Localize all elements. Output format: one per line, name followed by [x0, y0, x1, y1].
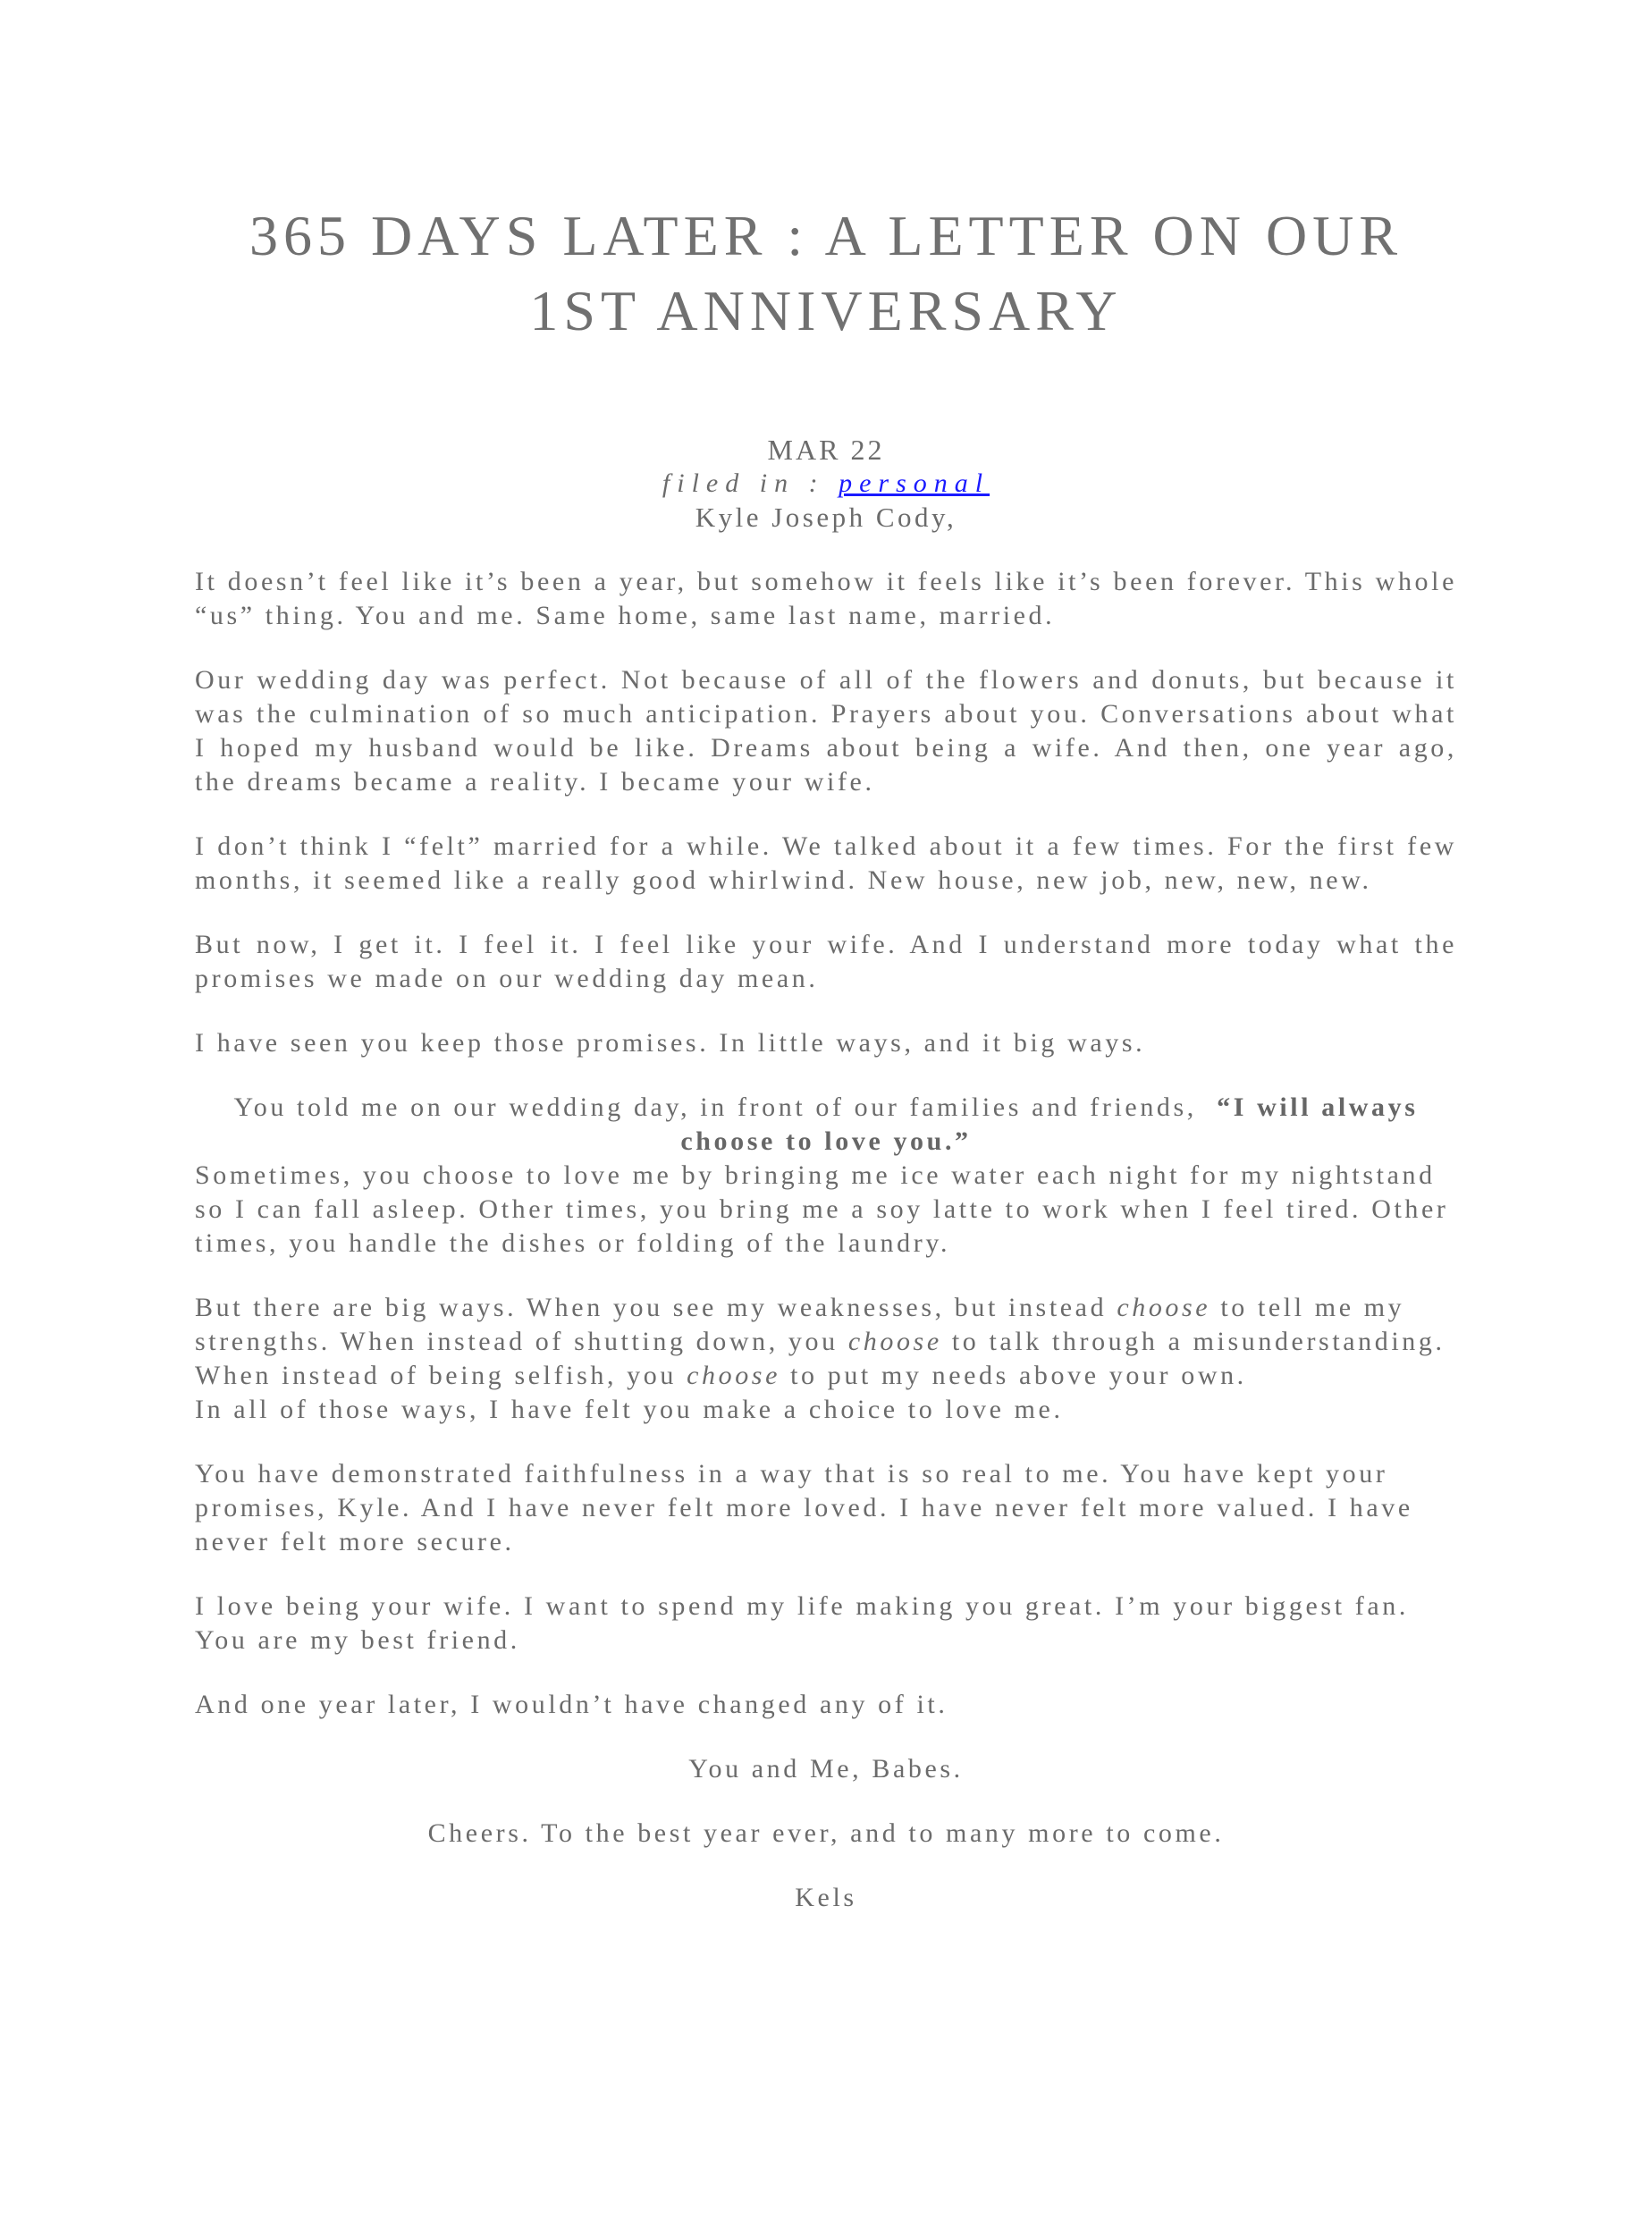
paragraph-9: I love being your wife. I want to spend my life making you great. I’m your biggest fan. You are my best friend.	[195, 1591, 1409, 1655]
choose-emphasis-2: choose	[847, 1327, 942, 1356]
p7-a: But there are big ways. When you see my weaknesses, but instead	[195, 1293, 1117, 1322]
quote-intro	[195, 1091, 1457, 1159]
paragraph-8: You have demonstrated faithfulness in a way that is so real to me. You have kept your promises, Kyle. And I have never felt more loved. I have never felt more valued. I have never felt more secure.	[195, 1459, 1413, 1556]
category-link[interactable]: personal	[839, 468, 990, 498]
closing-line-2: Cheers. To the best year ever, and to many more to come.	[427, 1818, 1225, 1848]
paragraph-1: It doesn’t feel like it’s been a year, but somehow it feels like it’s been forever. This whole “us” thing. You and me. Same home, same last name, married.	[195, 567, 1457, 630]
paragraph-6: Sometimes, you choose to love me by bringing me ice water each night for my nightstand so I can fall asleep. Other times, you bring me a soy latte to work when I feel tired. Other times, you handle the dishes or folding of the laundry.	[195, 1160, 1449, 1258]
title-line-1: 365 DAYS LATER : A LETTER ON OUR	[249, 204, 1403, 267]
choose-emphasis-1: choose	[1117, 1293, 1211, 1322]
signature: Kels	[795, 1883, 857, 1912]
quote-intro-text: You told me on our wedding day, in front of our families and friends,	[233, 1092, 1197, 1122]
paragraph-7	[195, 1291, 1457, 1393]
paragraph-5: I have seen you keep those promises. In little ways, and it big ways.	[195, 1028, 1146, 1058]
filed-label: filed in :	[662, 468, 839, 498]
p7-d: to put my needs above your own.	[780, 1361, 1247, 1390]
letter-body	[195, 565, 1457, 1945]
paragraph-3: I don’t think I “felt” married for a while. We talked about it a few times. For the first few months, it seemed like a really good whirlwind. New house, new job, new, new, new.	[195, 831, 1457, 895]
choose-emphasis-3: choose	[687, 1361, 780, 1390]
post-meta	[0, 433, 1652, 535]
paragraph-4: But now, I get it. I feel it. I feel like your wife. And I understand more today what the promises we made on our wedding day mean.	[195, 930, 1457, 993]
paragraph-7-last: In all of those ways, I have felt you make a choice to love me.	[195, 1395, 1064, 1424]
closing-line-1: You and Me, Babes.	[688, 1754, 964, 1784]
p7-c: to talk through a misunderstanding. When instead of being selfish, you	[195, 1327, 1446, 1390]
filed-in	[0, 467, 1652, 501]
paragraph-10: And one year later, I wouldn’t have changed any of it.	[195, 1690, 948, 1719]
paragraph-2: Our wedding day was perfect. Not because of all of the flowers and donuts, but because it was the culmination of so much anticipation. Prayers about you. Conversations about what I hoped my husband would be like. Dreams about being a wife. And then, one year ago, the dreams became a reality. I became your wife.	[195, 665, 1457, 797]
p7-b: to tell me my strengths. When instead of shutting down, you	[195, 1293, 1405, 1356]
quote-bold: “I will always choose to love you.”	[680, 1092, 1419, 1156]
page-title	[134, 198, 1518, 349]
title-line-2: 1ST ANNIVERSARY	[529, 279, 1123, 342]
post-date: MAR 22	[767, 434, 885, 466]
salutation: Kyle Joseph Cody,	[695, 502, 957, 533]
